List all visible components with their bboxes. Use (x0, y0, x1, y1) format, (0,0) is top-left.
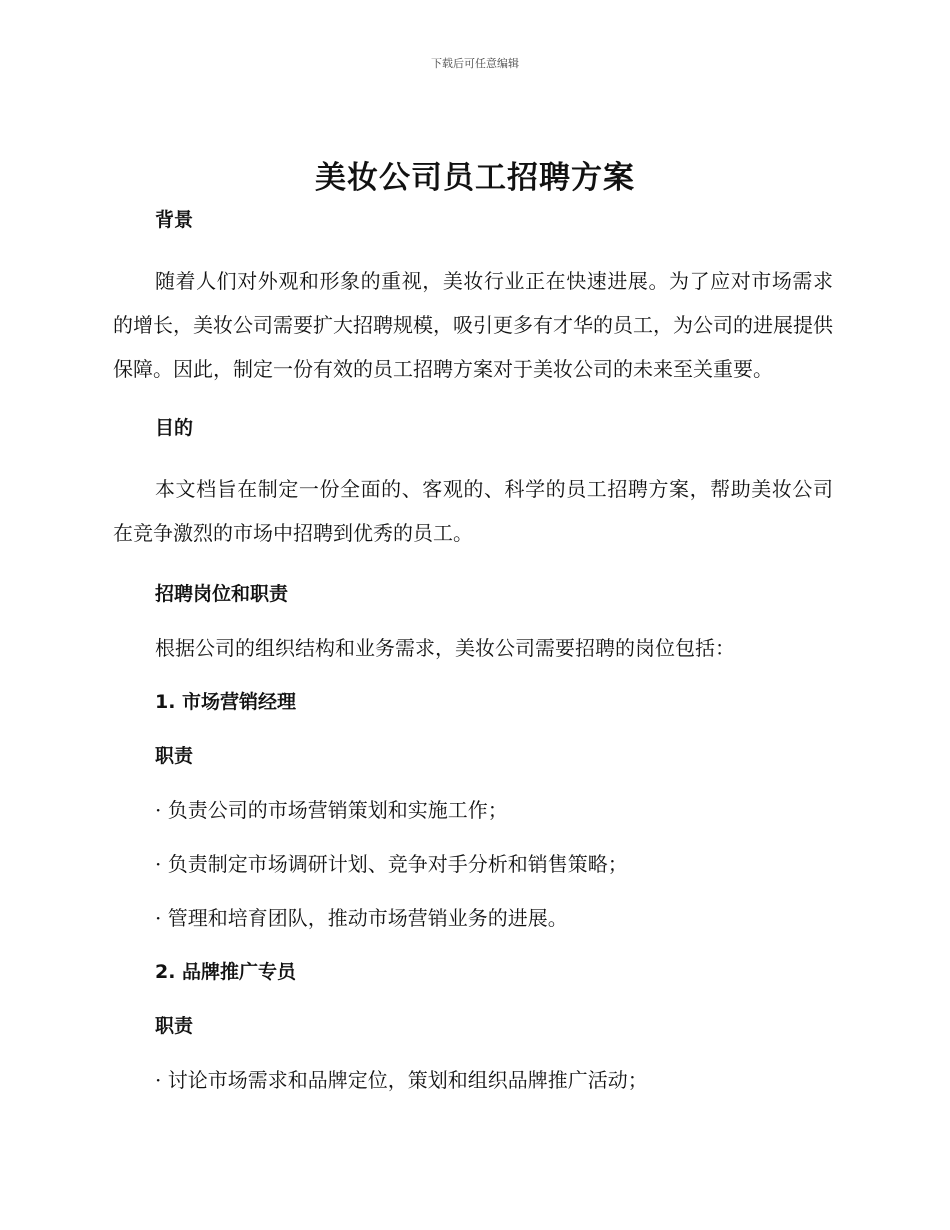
section-heading-purpose: 目的 (155, 417, 194, 439)
duties-heading-2: 职责 (155, 1015, 194, 1037)
position-title-1: 1. 市场营销经理 (155, 691, 297, 713)
background-paragraph: 随着人们对外观和形象的重视，美妆行业正在快速进展。为了应对市场需求的增长，美妆公司需要扩大招聘规模，吸引更多有才华的员工，为公司的进展提供保障。因此，制定一份有效的员工招聘方案对于美妆公司的未来至关重要。 (113, 269, 833, 381)
duty-item: · 负责制定市场调研计划、竞争对手分析和销售策略； (155, 852, 628, 876)
duties-heading-1: 职责 (155, 745, 194, 767)
duty-item: · 讨论市场需求和品牌定位，策划和组织品牌推广活动； (155, 1068, 648, 1092)
purpose-paragraph: 本文档旨在制定一份全面的、客观的、科学的员工招聘方案，帮助美妆公司在竞争激烈的市场中招聘到优秀的员工。 (113, 477, 833, 545)
section-heading-background: 背景 (155, 209, 194, 231)
position-title-2: 2. 品牌推广专员 (155, 961, 297, 983)
duty-item: · 负责公司的市场营销策划和实施工作； (155, 798, 508, 822)
section-heading-positions: 招聘岗位和职责 (155, 583, 289, 605)
duty-item: · 管理和培育团队，推动市场营销业务的进展。 (155, 906, 568, 930)
header-note: 下载后可任意编辑 (431, 57, 519, 70)
positions-intro: 根据公司的组织结构和业务需求，美妆公司需要招聘的岗位包括： (155, 636, 735, 660)
document-title: 美妆公司员工招聘方案 (315, 160, 635, 196)
document-body (113, 205, 833, 1095)
